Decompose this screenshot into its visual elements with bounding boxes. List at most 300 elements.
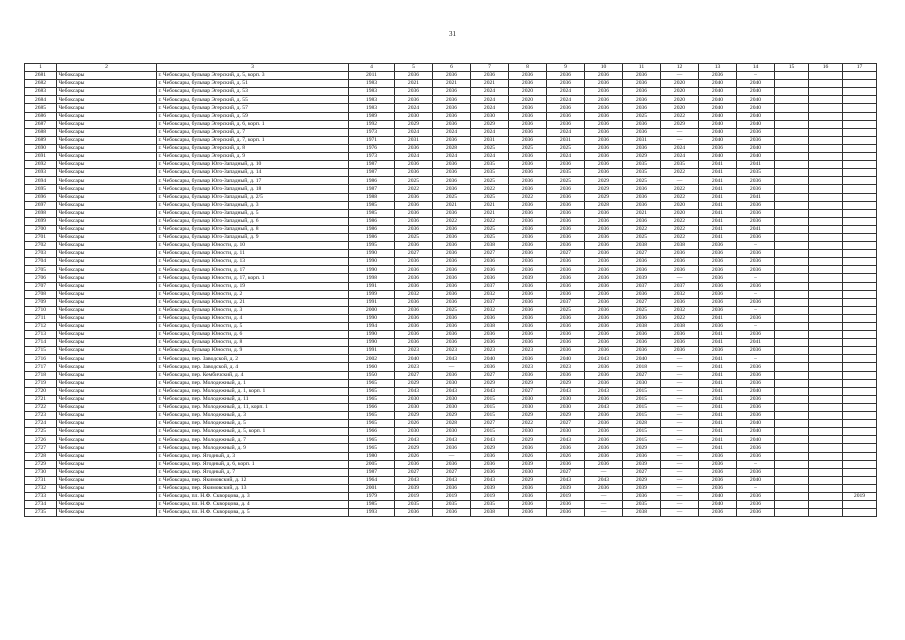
table-cell-col-8: 2029 <box>509 436 547 444</box>
table-cell-col-13: 2041 <box>699 339 737 347</box>
table-cell-col-7: 2023 <box>471 347 509 355</box>
table-cell-col-9: 2036 <box>547 80 585 88</box>
table-row <box>25 323 877 331</box>
table-cell-col-6: 2036 <box>433 274 471 282</box>
table-cell-col-17 <box>843 258 877 266</box>
table-row <box>25 290 877 298</box>
table-cell-col-7: 2025 <box>471 144 509 152</box>
table-cell-col-13: 2036 <box>699 468 737 476</box>
registry-table <box>24 63 877 517</box>
table-cell-col-1: 2720 <box>25 387 57 395</box>
table-cell-col-3: г. Чебоксары, бульвар Юности, д. 6 <box>157 331 349 339</box>
table-cell-col-16 <box>809 501 843 509</box>
table-cell-col-6: 2036 <box>433 88 471 96</box>
table-cell-col-8: 2030 <box>509 468 547 476</box>
table-cell-col-2: Чебоксары <box>57 428 157 436</box>
table-cell-col-3: г. Чебоксары, бульвар Эгерский, д. 53 <box>157 88 349 96</box>
table-cell-col-12: — <box>661 428 699 436</box>
table-cell-col-8: 2036 <box>509 355 547 363</box>
table-cell-col-5: 2024 <box>395 128 433 136</box>
table-cell-col-12: — <box>661 274 699 282</box>
table-cell-col-17 <box>843 80 877 88</box>
table-cell-col-8: 2030 <box>509 428 547 436</box>
table-cell-col-15 <box>775 387 809 395</box>
table-cell-col-8: 2020 <box>509 88 547 96</box>
table-cell-col-14: 2036 <box>737 282 775 290</box>
table-cell-col-10: 2036 <box>585 306 623 314</box>
table-cell-col-15 <box>775 314 809 322</box>
table-cell-col-2: Чебоксары <box>57 403 157 411</box>
table-cell-col-10: 2036 <box>585 323 623 331</box>
table-cell-col-11: 2036 <box>623 201 661 209</box>
table-cell-col-13: 2040 <box>699 80 737 88</box>
table-cell-col-11: 2027 <box>623 371 661 379</box>
table-cell-col-13: 2036 <box>699 258 737 266</box>
table-cell-col-6: 2036 <box>433 72 471 80</box>
table-cell-col-3: г. Чебоксары, пер. Ягодный, д. 3 <box>157 452 349 460</box>
table-cell-col-1: 2735 <box>25 509 57 517</box>
table-cell-col-14: 2040 <box>737 88 775 96</box>
table-row <box>25 225 877 233</box>
table-row <box>25 395 877 403</box>
table-cell-col-5: 2036 <box>395 242 433 250</box>
table-cell-col-16 <box>809 323 843 331</box>
table-cell-col-17 <box>843 355 877 363</box>
table-cell-col-13: 2040 <box>699 128 737 136</box>
table-cell-col-17 <box>843 331 877 339</box>
table-cell-col-7: 2029 <box>471 379 509 387</box>
table-cell-col-16 <box>809 153 843 161</box>
table-cell-col-10: 2036 <box>585 144 623 152</box>
table-cell-col-12: — <box>661 468 699 476</box>
table-cell-col-12: — <box>661 136 699 144</box>
table-cell-col-5: 2019 <box>395 492 433 500</box>
table-cell-col-3: г. Чебоксары, бульвар Эгерский, д. 6, корп. 1 <box>157 120 349 128</box>
table-cell-col-8: 2036 <box>509 80 547 88</box>
table-cell-col-7: 2027 <box>471 371 509 379</box>
table-cell-col-15 <box>775 468 809 476</box>
table-cell-col-15 <box>775 96 809 104</box>
table-row <box>25 331 877 339</box>
table-cell-col-4: 1983 <box>349 80 395 88</box>
table-cell-col-16 <box>809 492 843 500</box>
table-cell-col-15 <box>775 363 809 371</box>
table-cell-col-4: 1991 <box>349 282 395 290</box>
table-row <box>25 96 877 104</box>
table-cell-col-8: 2022 <box>509 420 547 428</box>
table-cell-col-3: г. Чебоксары, пер. Заводской, д. 4 <box>157 363 349 371</box>
table-cell-col-13: 2041 <box>699 209 737 217</box>
table-cell-col-1: 2691 <box>25 153 57 161</box>
table-cell-col-2: Чебоксары <box>57 88 157 96</box>
table-cell-col-6: 2036 <box>433 444 471 452</box>
table-cell-col-7: 2029 <box>471 120 509 128</box>
table-cell-col-9: 2036 <box>547 274 585 282</box>
table-cell-col-8: 2036 <box>509 298 547 306</box>
table-cell-col-2: Чебоксары <box>57 436 157 444</box>
table-cell-col-13: 2040 <box>699 492 737 500</box>
table-cell-col-15 <box>775 347 809 355</box>
table-cell-col-14: – <box>737 274 775 282</box>
table-cell-col-15 <box>775 444 809 452</box>
table-cell-col-17 <box>843 112 877 120</box>
table-cell-col-4: 1985 <box>349 201 395 209</box>
table-cell-col-14: – <box>737 306 775 314</box>
table-cell-col-12: 2022 <box>661 225 699 233</box>
table-cell-col-15 <box>775 484 809 492</box>
column-number-7: 7 <box>471 64 509 72</box>
table-cell-col-9: 2036 <box>547 209 585 217</box>
table-cell-col-2: Чебоксары <box>57 185 157 193</box>
table-cell-col-17 <box>843 420 877 428</box>
table-cell-col-2: Чебоксары <box>57 217 157 225</box>
table-cell-col-14: 2040 <box>737 80 775 88</box>
table-cell-col-16 <box>809 436 843 444</box>
table-cell-col-6: 2036 <box>433 161 471 169</box>
table-cell-col-13: 2036 <box>699 274 737 282</box>
table-cell-col-16 <box>809 444 843 452</box>
table-cell-col-8: 2036 <box>509 290 547 298</box>
table-cell-col-11: 2028 <box>623 420 661 428</box>
table-cell-col-16 <box>809 298 843 306</box>
table-cell-col-7: 2024 <box>471 104 509 112</box>
table-cell-col-14: 2036 <box>737 177 775 185</box>
table-cell-col-2: Чебоксары <box>57 72 157 80</box>
table-cell-col-5: 2036 <box>395 169 433 177</box>
table-cell-col-9: 2036 <box>547 339 585 347</box>
table-cell-col-6: 2036 <box>433 258 471 266</box>
table-cell-col-15 <box>775 379 809 387</box>
table-cell-col-1: 2716 <box>25 355 57 363</box>
table-cell-col-12: — <box>661 412 699 420</box>
table-cell-col-15 <box>775 72 809 80</box>
table-cell-col-12: 2035 <box>661 161 699 169</box>
table-cell-col-4: 1960 <box>349 363 395 371</box>
table-cell-col-10: 2036 <box>585 153 623 161</box>
table-cell-col-5: 2036 <box>395 88 433 96</box>
table-cell-col-6: 2043 <box>433 355 471 363</box>
table-cell-col-1: 2721 <box>25 395 57 403</box>
table-cell-col-2: Чебоксары <box>57 225 157 233</box>
table-cell-col-10: 2029 <box>585 185 623 193</box>
table-cell-col-17: 2019 <box>843 492 877 500</box>
table-cell-col-1: 2727 <box>25 444 57 452</box>
table-cell-col-6: 2036 <box>433 339 471 347</box>
table-cell-col-13: 2036 <box>699 250 737 258</box>
table-cell-col-1: 2685 <box>25 104 57 112</box>
table-cell-col-13: 2040 <box>699 104 737 112</box>
table-cell-col-15 <box>775 428 809 436</box>
table-cell-col-11: 2038 <box>623 242 661 250</box>
table-cell-col-4: 1987 <box>349 468 395 476</box>
table-cell-col-10: 2036 <box>585 161 623 169</box>
table-cell-col-1: 2710 <box>25 306 57 314</box>
table-cell-col-5: 2036 <box>395 144 433 152</box>
table-cell-col-9: 2025 <box>547 144 585 152</box>
table-cell-col-5: 2043 <box>395 387 433 395</box>
table-cell-col-11: 2035 <box>623 501 661 509</box>
table-cell-col-9: 2024 <box>547 88 585 96</box>
table-cell-col-12: 2020 <box>661 104 699 112</box>
table-cell-col-7: 2036 <box>471 339 509 347</box>
table-cell-col-3: г. Чебоксары, пл. Н.Ф. Скворцова, д. 3 <box>157 492 349 500</box>
table-cell-col-15 <box>775 153 809 161</box>
table-cell-col-7: 2025 <box>471 225 509 233</box>
table-cell-col-12: 2036 <box>661 266 699 274</box>
table-cell-col-6: 2036 <box>433 242 471 250</box>
table-row <box>25 177 877 185</box>
table-cell-col-6: 2036 <box>433 323 471 331</box>
table-row <box>25 371 877 379</box>
table-cell-col-9: 2027 <box>547 250 585 258</box>
table-cell-col-11: 2022 <box>623 225 661 233</box>
table-cell-col-3: г. Чебоксары, бульвар Юго-Западный, д. 10 <box>157 161 349 169</box>
table-cell-col-10: 2043 <box>585 403 623 411</box>
table-cell-col-5: 2032 <box>395 290 433 298</box>
table-cell-col-15 <box>775 266 809 274</box>
table-cell-col-15 <box>775 185 809 193</box>
table-cell-col-15 <box>775 177 809 185</box>
table-cell-col-5: 2036 <box>395 193 433 201</box>
table-cell-col-1: 2686 <box>25 112 57 120</box>
table-cell-col-11: 2029 <box>623 444 661 452</box>
table-row <box>25 201 877 209</box>
table-cell-col-13: 2041 <box>699 185 737 193</box>
table-cell-col-9: 2036 <box>547 501 585 509</box>
table-cell-col-2: Чебоксары <box>57 492 157 500</box>
table-cell-col-5: 2036 <box>395 298 433 306</box>
table-cell-col-8: 2036 <box>509 128 547 136</box>
table-cell-col-17 <box>843 460 877 468</box>
table-cell-col-1: 2681 <box>25 72 57 80</box>
table-cell-col-13: 2041 <box>699 371 737 379</box>
table-row <box>25 161 877 169</box>
table-cell-col-17 <box>843 428 877 436</box>
table-cell-col-9: 2024 <box>547 153 585 161</box>
table-cell-col-12: 2037 <box>661 282 699 290</box>
table-cell-col-12: 2022 <box>661 217 699 225</box>
table-cell-col-13: 2036 <box>699 266 737 274</box>
table-cell-col-10: 2036 <box>585 290 623 298</box>
table-cell-col-17 <box>843 136 877 144</box>
table-cell-col-6: 2023 <box>433 347 471 355</box>
table-cell-col-15 <box>775 395 809 403</box>
table-row <box>25 72 877 80</box>
table-cell-col-14: 2041 <box>737 161 775 169</box>
table-cell-col-11: 2015 <box>623 428 661 436</box>
table-cell-col-11: 2027 <box>623 298 661 306</box>
table-row <box>25 258 877 266</box>
table-cell-col-9: 2036 <box>547 331 585 339</box>
table-cell-col-5: 2030 <box>395 428 433 436</box>
table-cell-col-2: Чебоксары <box>57 306 157 314</box>
table-cell-col-3: г. Чебоксары, бульвар Эгерский, д. 9 <box>157 153 349 161</box>
table-cell-col-1: 2684 <box>25 96 57 104</box>
table-cell-col-13: 2041 <box>699 379 737 387</box>
table-cell-col-12: 2020 <box>661 80 699 88</box>
table-cell-col-4: 1985 <box>349 209 395 217</box>
table-cell-col-9: 2026 <box>547 452 585 460</box>
table-cell-col-11: 2015 <box>623 387 661 395</box>
table-cell-col-8: 2036 <box>509 177 547 185</box>
table-cell-col-13: 2036 <box>699 460 737 468</box>
table-cell-col-17 <box>843 298 877 306</box>
table-cell-col-13: 2036 <box>699 452 737 460</box>
table-cell-col-2: Чебоксары <box>57 96 157 104</box>
table-cell-col-12: 2036 <box>661 339 699 347</box>
table-cell-col-11: 2036 <box>623 144 661 152</box>
table-cell-col-2: Чебоксары <box>57 161 157 169</box>
table-cell-col-12: — <box>661 371 699 379</box>
table-cell-col-5: 2036 <box>395 509 433 517</box>
table-cell-col-9: 2036 <box>547 347 585 355</box>
table-cell-col-2: Чебоксары <box>57 201 157 209</box>
table-cell-col-12: — <box>661 387 699 395</box>
table-cell-col-17 <box>843 509 877 517</box>
table-cell-col-6: 2043 <box>433 387 471 395</box>
table-cell-col-9: 2030 <box>547 403 585 411</box>
table-cell-col-8: 2036 <box>509 161 547 169</box>
table-cell-col-1: 2706 <box>25 274 57 282</box>
table-row <box>25 339 877 347</box>
table-cell-col-14: 2036 <box>737 209 775 217</box>
table-cell-col-1: 2711 <box>25 314 57 322</box>
table-cell-col-10: 2036 <box>585 104 623 112</box>
table-cell-col-8: 2036 <box>509 136 547 144</box>
table-cell-col-9: 2031 <box>547 136 585 144</box>
table-cell-col-3: г. Чебоксары, бульвар Юго-Западный, д. 8 <box>157 225 349 233</box>
table-cell-col-15 <box>775 282 809 290</box>
table-cell-col-15 <box>775 104 809 112</box>
table-cell-col-8: 2020 <box>509 96 547 104</box>
table-cell-col-9: 2025 <box>547 306 585 314</box>
table-cell-col-13: 2041 <box>699 217 737 225</box>
table-cell-col-2: Чебоксары <box>57 476 157 484</box>
table-cell-col-2: Чебоксары <box>57 371 157 379</box>
table-cell-col-13: 2036 <box>699 323 737 331</box>
table-cell-col-3: г. Чебоксары, пер. Якимовский, д. 12 <box>157 476 349 484</box>
table-cell-col-3: г. Чебоксары, бульвар Юности, д. 9 <box>157 347 349 355</box>
table-cell-col-4: 1965 <box>349 444 395 452</box>
table-cell-col-11: 2029 <box>623 476 661 484</box>
table-cell-col-6: — <box>433 452 471 460</box>
table-cell-col-16 <box>809 420 843 428</box>
table-cell-col-2: Чебоксары <box>57 387 157 395</box>
table-cell-col-8: 2036 <box>509 282 547 290</box>
table-cell-col-10: 2036 <box>585 314 623 322</box>
table-row <box>25 185 877 193</box>
table-cell-col-5: 2024 <box>395 104 433 112</box>
table-cell-col-16 <box>809 144 843 152</box>
table-cell-col-6: 2029 <box>433 412 471 420</box>
table-cell-col-17 <box>843 217 877 225</box>
table-cell-col-9: 2036 <box>547 217 585 225</box>
table-cell-col-12: — <box>661 403 699 411</box>
table-cell-col-11: 2040 <box>623 355 661 363</box>
table-cell-col-10: 2036 <box>585 242 623 250</box>
table-cell-col-4: 1965 <box>349 436 395 444</box>
table-cell-col-2: Чебоксары <box>57 314 157 322</box>
table-cell-col-12: — <box>661 436 699 444</box>
table-cell-col-16 <box>809 128 843 136</box>
table-cell-col-11: 2018 <box>623 363 661 371</box>
table-cell-col-14: 2036 <box>737 347 775 355</box>
table-row <box>25 120 877 128</box>
table-cell-col-6: 2043 <box>433 436 471 444</box>
table-cell-col-15 <box>775 298 809 306</box>
table-cell-col-10: 2036 <box>585 258 623 266</box>
table-cell-col-9: 2035 <box>547 169 585 177</box>
table-cell-col-14: 2036 <box>737 201 775 209</box>
table-row <box>25 484 877 492</box>
table-cell-col-7: 2027 <box>471 250 509 258</box>
table-cell-col-11: 2037 <box>623 282 661 290</box>
table-cell-col-1: 2714 <box>25 339 57 347</box>
table-cell-col-8: 2036 <box>509 314 547 322</box>
table-cell-col-17 <box>843 274 877 282</box>
table-cell-col-5: 2043 <box>395 476 433 484</box>
table-cell-col-16 <box>809 96 843 104</box>
column-number-13: 13 <box>699 64 737 72</box>
table-cell-col-5: 2030 <box>395 112 433 120</box>
table-cell-col-4: 1991 <box>349 347 395 355</box>
table-cell-col-7: 2036 <box>471 468 509 476</box>
table-cell-col-4: 1999 <box>349 290 395 298</box>
table-cell-col-7: 2036 <box>471 331 509 339</box>
table-cell-col-8: 2036 <box>509 492 547 500</box>
table-cell-col-16 <box>809 177 843 185</box>
table-cell-col-4: 1990 <box>349 331 395 339</box>
table-cell-col-1: 2688 <box>25 128 57 136</box>
table-cell-col-6: 2028 <box>433 420 471 428</box>
table-cell-col-1: 2693 <box>25 169 57 177</box>
table-cell-col-17 <box>843 96 877 104</box>
table-cell-col-15 <box>775 217 809 225</box>
table-cell-col-17 <box>843 363 877 371</box>
table-cell-col-10: — <box>585 509 623 517</box>
table-cell-col-14: – <box>737 290 775 298</box>
table-cell-col-14: 2036 <box>737 412 775 420</box>
table-cell-col-16 <box>809 476 843 484</box>
table-cell-col-5: 2036 <box>395 96 433 104</box>
table-cell-col-14: 2040 <box>737 120 775 128</box>
table-cell-col-15 <box>775 233 809 241</box>
table-cell-col-6: 2024 <box>433 153 471 161</box>
table-cell-col-13: 2036 <box>699 144 737 152</box>
table-cell-col-16 <box>809 355 843 363</box>
table-cell-col-9: 2024 <box>547 96 585 104</box>
table-cell-col-13: 2041 <box>699 444 737 452</box>
table-cell-col-17 <box>843 452 877 460</box>
table-cell-col-4: 1966 <box>349 428 395 436</box>
table-cell-col-1: 2719 <box>25 379 57 387</box>
table-cell-col-11: 2021 <box>623 209 661 217</box>
table-cell-col-8: 2023 <box>509 363 547 371</box>
column-number-15: 15 <box>775 64 809 72</box>
table-cell-col-4: 1965 <box>349 412 395 420</box>
table-cell-col-17 <box>843 161 877 169</box>
table-cell-col-10: 2036 <box>585 282 623 290</box>
table-cell-col-3: г. Чебоксары, пер. Молодежный, д. 11 <box>157 395 349 403</box>
table-cell-col-16 <box>809 88 843 96</box>
table-cell-col-10: 2036 <box>585 452 623 460</box>
column-number-3: 3 <box>157 64 349 72</box>
table-cell-col-3: г. Чебоксары, бульвар Юности, д. 17 <box>157 266 349 274</box>
table-cell-col-1: 2709 <box>25 298 57 306</box>
table-cell-col-4: 1986 <box>349 233 395 241</box>
table-cell-col-7: 2036 <box>471 258 509 266</box>
table-cell-col-17 <box>843 339 877 347</box>
